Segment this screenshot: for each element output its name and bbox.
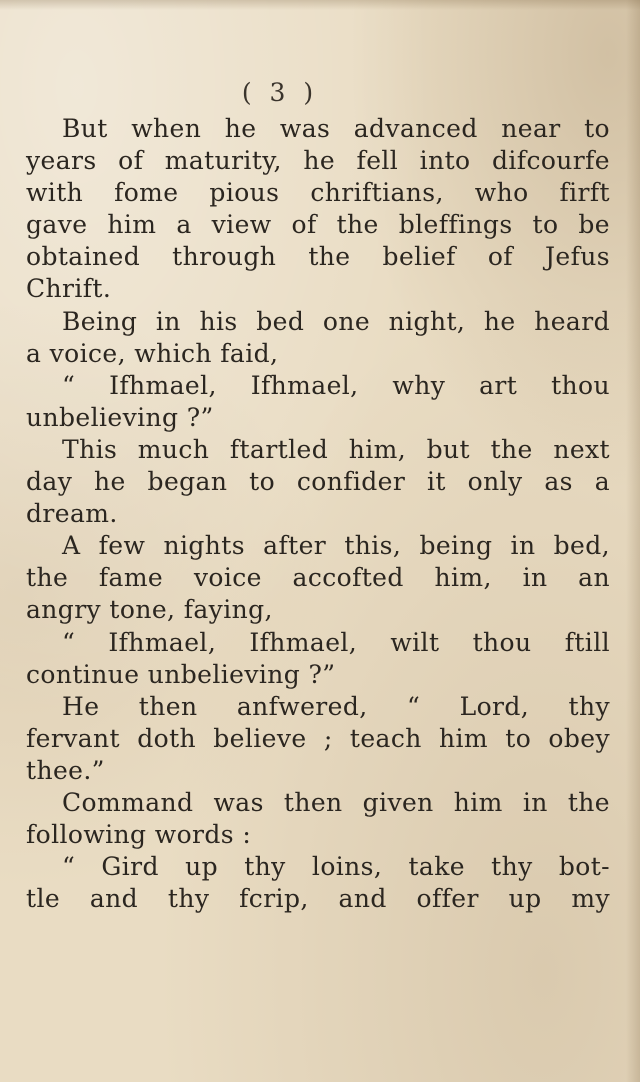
text-line: continue unbelieving ?”: [26, 659, 336, 689]
text-line: “ Gird up thy loins, take thy bot-: [62, 852, 610, 882]
page-edge-top: [0, 0, 640, 10]
text-line: thee.”: [26, 755, 105, 785]
text-line: He then anfwered, “ Lord, thy: [62, 691, 610, 721]
text-line: the fame voice accofted him, in an: [26, 563, 610, 593]
text-line: following words :: [26, 820, 252, 850]
text-line: “ Ifhmael, Ifhmael, wilt thou ftill: [62, 627, 610, 657]
text-line: day he began to confider it only as a: [26, 467, 610, 497]
text-line: a voice, which faid,: [26, 338, 279, 368]
text-line: “ Ifhmael, Ifhmael, why art thou: [62, 370, 610, 400]
text-line: dream.: [26, 499, 118, 529]
text-line: tle and thy fcrip, and offer up my: [26, 884, 610, 914]
text-line: But when he was advanced near to: [62, 114, 610, 143]
text-line: unbelieving ?”: [26, 402, 214, 432]
text-line: Chrift.: [26, 274, 112, 304]
text-line: years of maturity, he fell into difcourfe: [26, 146, 610, 176]
text-line: gave him a view of the bleffings to be: [26, 210, 610, 240]
body-text: [26, 113, 610, 915]
text-line: A few nights after this, being in bed,: [62, 531, 610, 561]
text-line: angry tone, faying,: [26, 595, 273, 625]
page-number: ( 3 ): [241, 78, 319, 107]
text-line: Being in his bed one night, he heard: [62, 306, 610, 336]
page-edge-right: [626, 0, 640, 1082]
text-line: fervant doth believe ; teach him to obey: [26, 723, 610, 753]
text-line: Command was then given him in the: [62, 787, 610, 817]
text-line: with fome pious chriftians, who firft: [26, 178, 610, 208]
text-line: obtained through the belief of Jefus: [26, 242, 610, 272]
text-line: This much ftartled him, but the next: [62, 434, 610, 464]
